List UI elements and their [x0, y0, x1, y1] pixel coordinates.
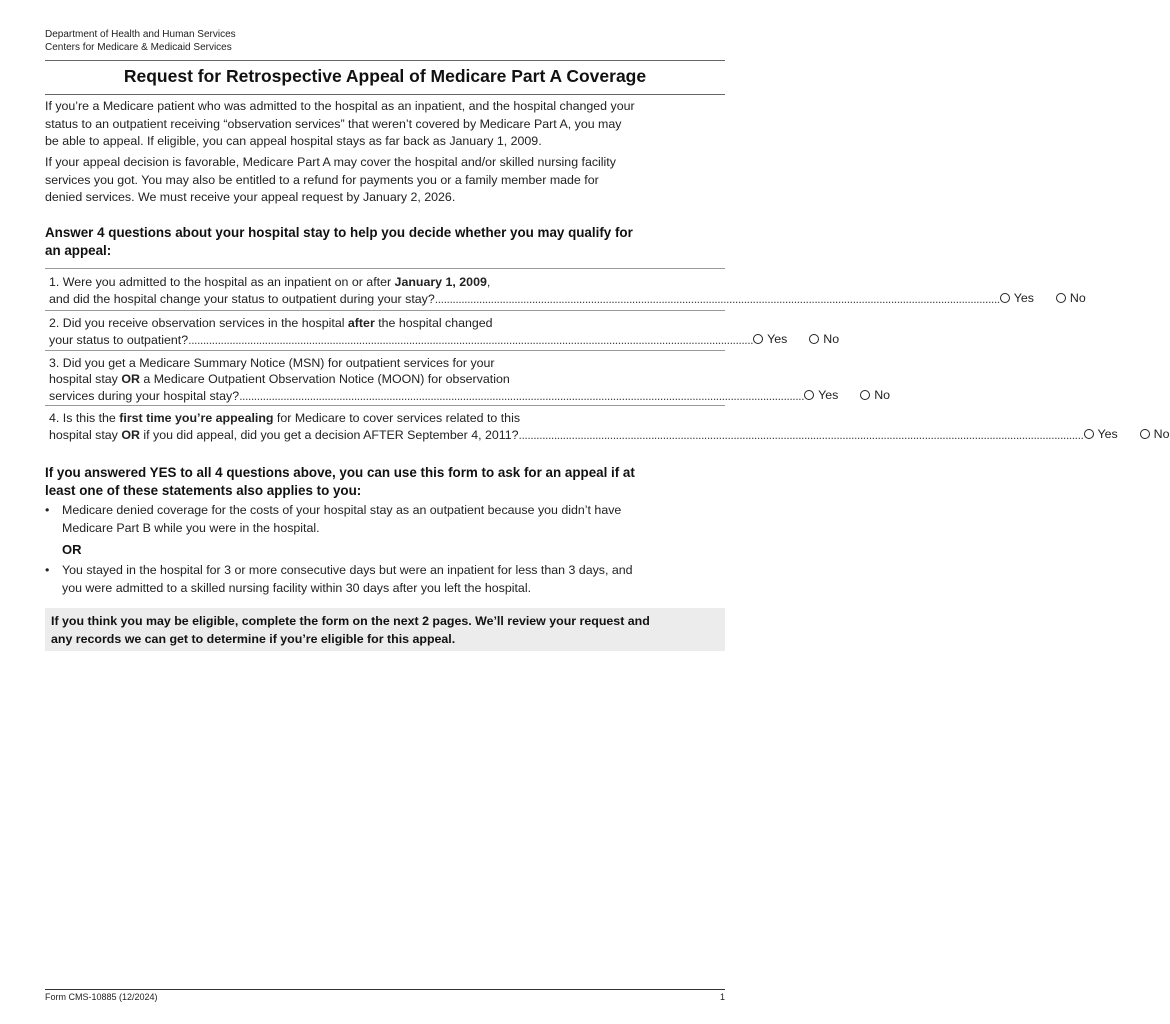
question-emphasis: after	[347, 316, 375, 330]
bullet-icon: •	[45, 503, 50, 517]
question-4	[49, 410, 1170, 443]
bullet-text	[62, 562, 633, 597]
agency-header	[45, 28, 236, 54]
option-label: No	[874, 388, 891, 402]
question-text: if you did appeal, did you get a decision AFTER September 4, 2011?	[139, 428, 519, 442]
option-label: Yes	[1013, 291, 1034, 305]
question-separator	[45, 350, 725, 351]
question-separator	[45, 268, 725, 269]
question-4-yes-option[interactable]	[1084, 426, 1118, 442]
radio-circle-icon[interactable]	[809, 334, 819, 344]
bullet-text	[62, 502, 621, 537]
intro-paragraph-2	[45, 154, 725, 207]
question-text: a Medicare Outpatient Observation Notice (MOON) for observation	[139, 372, 510, 386]
question-text: and did the hospital change your status to outpatient during your stay?	[49, 292, 435, 306]
question-2-line-2	[49, 331, 840, 348]
dot-leader: ................................................................................................................................................................................................	[188, 333, 754, 347]
question-4-options	[1084, 426, 1170, 442]
dot-leader: ................................................................................................................................................................................................	[434, 292, 1000, 306]
questions-heading	[45, 224, 725, 259]
callout-line: If you think you may be eligible, complete the form on the next 2 pages. We’ll review your request and	[51, 614, 650, 628]
footer-rule	[45, 989, 725, 990]
question-1-line-1	[49, 274, 725, 290]
question-1-line-2	[49, 290, 1086, 307]
option-label: Yes	[1097, 427, 1118, 441]
question-text: your status to outpatient?	[49, 333, 189, 347]
intro-p2-line: denied services. We must receive your appeal request by January 2, 2026.	[45, 190, 456, 204]
question-3-options	[804, 387, 890, 403]
question-text: services during your hospital stay?	[49, 389, 240, 403]
question-2-options	[753, 331, 839, 347]
callout-line: any records we can get to determine if you’re eligible for this appeal.	[51, 631, 456, 646]
form-title: Request for Retrospective Appeal of Medicare Part A Coverage	[123, 66, 647, 86]
question-3-no-option[interactable]	[860, 387, 890, 403]
question-2-no-option[interactable]	[809, 331, 839, 347]
question-text	[49, 427, 519, 443]
question-4-line-1	[49, 410, 725, 426]
question-2	[49, 315, 840, 348]
agency-centers: Centers for Medicare & Medicaid Services	[45, 42, 232, 53]
question-text: 1. Were you admitted to the hospital as an inpatient on or after	[49, 275, 395, 289]
questions-heading-line: Answer 4 questions about your hospital stay to help you decide whether you may qualify for	[45, 225, 633, 240]
question-1	[49, 274, 1086, 307]
question-3-line-2	[49, 371, 725, 387]
question-1-yes-option[interactable]	[1000, 290, 1034, 306]
option-label: Yes	[767, 332, 788, 346]
form-identifier: Form CMS-10885 (12/2024)	[45, 992, 158, 1002]
question-text: for Medicare to cover services related to this	[273, 411, 521, 425]
radio-circle-icon[interactable]	[1056, 293, 1066, 303]
questions-heading-line: an appeal:	[45, 242, 112, 258]
question-separator	[45, 310, 725, 311]
option-label: Yes	[818, 388, 839, 402]
eligibility-heading	[45, 464, 725, 499]
question-text: ,	[486, 275, 491, 289]
question-emphasis: OR	[121, 372, 140, 386]
radio-circle-icon[interactable]	[804, 390, 814, 400]
question-2-yes-option[interactable]	[753, 331, 787, 347]
radio-circle-icon[interactable]	[1084, 429, 1094, 439]
page-number: 1	[719, 992, 725, 1002]
bullet-line: You stayed in the hospital for 3 or more consecutive days but were an inpatient for less than 3 days, and	[62, 563, 633, 577]
intro-p1-line: status to an outpatient receiving “observation services” that weren’t covered by Medicare Part A, you may	[45, 116, 622, 131]
question-emphasis: January 1, 2009	[394, 275, 487, 289]
intro-p1-line: If you’re a Medicare patient who was admitted to the hospital as an inpatient, and the hospital changed your	[45, 99, 635, 113]
question-text: hospital stay	[49, 372, 122, 386]
radio-circle-icon[interactable]	[1000, 293, 1010, 303]
intro-p2-line: If your appeal decision is favorable, Medicare Part A may cover the hospital and/or skilled nursing facility	[45, 155, 616, 169]
question-emphasis: first time you’re appealing	[119, 411, 274, 425]
bullet-line: you were admitted to a skilled nursing facility within 30 days after you left the hospital.	[62, 580, 532, 595]
intro-paragraph-1	[45, 98, 725, 151]
bullet-line: Medicare Part B while you were in the hospital.	[62, 520, 320, 535]
question-text: 4. Is this the	[49, 411, 120, 425]
intro-p2-line: services you got. You may also be entitled to a refund for payments you or a family member made for	[45, 172, 599, 187]
question-1-no-option[interactable]	[1056, 290, 1086, 306]
title-bottom-rule	[45, 94, 725, 95]
question-text: 2. Did you receive observation services in the hospital	[49, 316, 348, 330]
question-separator	[45, 405, 725, 406]
question-4-line-2	[49, 426, 1170, 443]
option-label: No	[1069, 291, 1086, 305]
eligibility-heading-line: least one of these statements also applies to you:	[45, 482, 362, 498]
bullet-icon: •	[45, 563, 50, 577]
question-emphasis: OR	[121, 428, 140, 442]
radio-circle-icon[interactable]	[860, 390, 870, 400]
question-2-line-1	[49, 315, 725, 331]
dot-leader: ................................................................................................................................................................................................	[239, 389, 805, 403]
question-4-no-option[interactable]	[1140, 426, 1170, 442]
form-page	[45, 0, 1170, 1024]
question-text: hospital stay	[49, 428, 122, 442]
eligibility-callout	[45, 608, 725, 651]
radio-circle-icon[interactable]	[753, 334, 763, 344]
or-separator: OR	[62, 542, 82, 557]
question-3-yes-option[interactable]	[804, 387, 838, 403]
agency-department: Department of Health and Human Services	[45, 29, 236, 40]
option-label: No	[1153, 427, 1170, 441]
radio-circle-icon[interactable]	[1140, 429, 1150, 439]
eligibility-heading-line: If you answered YES to all 4 questions above, you can use this form to ask for an appeal if at	[45, 465, 635, 480]
question-3	[49, 355, 891, 404]
question-3-line-3	[49, 387, 891, 404]
option-label: No	[823, 332, 840, 346]
question-text: the hospital changed	[374, 316, 493, 330]
bullet-line: Medicare denied coverage for the costs of your hospital stay as an outpatient because you didn’t have	[62, 503, 622, 517]
question-3-line-1: 3. Did you get a Medicare Summary Notice (MSN) for outpatient services for your	[49, 356, 495, 370]
intro-p1-line: be able to appeal. If eligible, you can appeal hospital stays as far back as January 1, 2009.	[45, 134, 542, 148]
question-1-options	[1000, 290, 1086, 306]
title-top-rule	[45, 60, 725, 61]
dot-leader: ................................................................................................................................................................................................	[518, 428, 1084, 442]
